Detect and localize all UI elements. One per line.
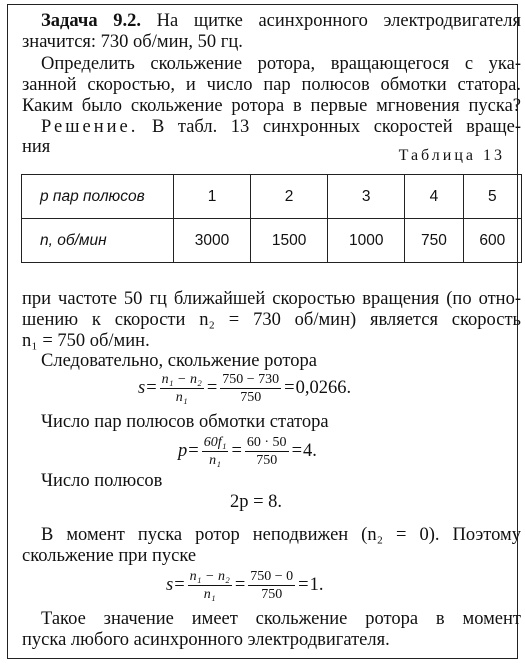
problem-line-1-text: На щитке асинхронного электродвигателя bbox=[156, 11, 521, 31]
solution-label: Решение. bbox=[41, 117, 139, 137]
fraction bbox=[220, 371, 281, 406]
start-line-1: В момент пуска ротор неподвижен (n₂ = 0). Поэтому bbox=[41, 525, 521, 545]
solution-line-1-text: В табл. 13 синхронных скоростей враще- bbox=[151, 117, 521, 137]
problem-line-2: значится: 730 об/мин, 50 гц. bbox=[22, 32, 243, 52]
table-cell: 750 bbox=[405, 219, 463, 263]
table-cell: 1000 bbox=[328, 219, 405, 263]
after-table-line-4: Следовательно, скольжение ротора bbox=[41, 351, 317, 371]
fraction bbox=[188, 568, 232, 603]
fraction bbox=[160, 371, 204, 406]
formula-start-slip: s = $\frac{\text{n₁ − n₂}}{\text{n₁}}$ = $\frac{750 - 0}{750}$ = 1. bbox=[166, 569, 324, 602]
problem-line-1 bbox=[41, 11, 521, 32]
fraction-denominator: n₁ bbox=[203, 587, 216, 602]
text-pairs: Число пар полюсов обмотки статора bbox=[41, 412, 329, 432]
fraction-numerator: 60f₁ bbox=[203, 435, 227, 450]
formula-start-slip-lhs: s bbox=[166, 575, 174, 595]
formula-pole-pairs-lhs: p bbox=[178, 441, 188, 461]
fraction bbox=[245, 434, 289, 469]
table-cell: 600 bbox=[463, 219, 521, 263]
page-frame bbox=[7, 4, 521, 659]
fraction-denominator: n₁ bbox=[209, 453, 221, 468]
problem-line-5: Каким было скольжение ротора в первые мгновения пуска? bbox=[22, 96, 521, 116]
formula-slip: s = $\frac{\text{n₁ − n₂}}{\text{n₁}}$ = $\frac{750 - 730}{750}$ = 0,0266. bbox=[138, 372, 352, 405]
conclusion-line-2: пуска любого асинхронного электродвигателя. bbox=[22, 630, 390, 650]
start-line-2: скольжение при пуске bbox=[22, 546, 197, 566]
formula-pole-pairs-result: 4. bbox=[303, 441, 317, 461]
table-caption: Таблица 13 bbox=[398, 147, 505, 164]
formula-pole-pairs: p = $\frac{\text{60f₁}}{\text{n₁}}$ = $\frac{60 \cdot 50}{750}$ = 4. bbox=[178, 435, 317, 468]
table-cell: 4 bbox=[405, 175, 463, 219]
solution-line-2: ния bbox=[22, 137, 51, 157]
fraction-denominator: 750 bbox=[240, 390, 262, 405]
table-cell: 1 bbox=[174, 175, 251, 219]
fraction-numerator: 750 − 730 bbox=[222, 372, 280, 387]
after-table-line-3: n₁ = 750 об/мин. bbox=[22, 331, 150, 351]
problem-line-4: занной скоростью, и число пар полюсов обмотки статора. bbox=[22, 75, 521, 95]
after-table-line-1: при частоте 50 гц ближайшей скоростью вращения (по отно- bbox=[22, 289, 521, 309]
fraction-numerator: 60 · 50 bbox=[246, 435, 287, 450]
problem-label: Задача 9.2. bbox=[41, 11, 141, 31]
fraction bbox=[202, 434, 229, 469]
text-poles: Число полюсов bbox=[41, 471, 163, 491]
formula-start-slip-result: 1. bbox=[309, 575, 324, 595]
formula-slip-lhs: s bbox=[138, 378, 146, 398]
table-cell: 2 bbox=[251, 175, 328, 219]
fraction-denominator: 750 bbox=[261, 587, 283, 602]
table-row bbox=[22, 219, 522, 263]
table-cell: 1500 bbox=[251, 219, 328, 263]
fraction-numerator: 750 − 0 bbox=[250, 569, 294, 584]
synchronous-speed-table bbox=[21, 174, 522, 263]
fraction bbox=[248, 568, 295, 603]
after-table-line-2: шению к скорости n₂ = 730 об/мин) является скорость bbox=[22, 310, 521, 330]
fraction-numerator: n₁ − n₂ bbox=[189, 569, 230, 584]
solution-line-1 bbox=[41, 117, 521, 138]
fraction-denominator: n₁ bbox=[175, 390, 188, 405]
table-cell: 3000 bbox=[174, 219, 251, 263]
fraction-denominator: 750 bbox=[256, 453, 278, 468]
fraction-numerator: n₁ − n₂ bbox=[161, 372, 202, 387]
formula-slip-result: 0,0266. bbox=[295, 378, 352, 398]
table-row bbox=[22, 175, 522, 219]
problem-line-3: Определить скольжение ротора, вращающегося с ука- bbox=[41, 54, 521, 74]
formula-pole-count: 2p = 8. bbox=[230, 492, 283, 512]
table-cell: 5 bbox=[463, 175, 521, 219]
table-row-header: n, об/мин bbox=[22, 219, 174, 263]
table-row-header: p пар полюсов bbox=[22, 175, 174, 219]
conclusion-line-1: Такое значение имеет скольжение ротора в момент bbox=[41, 609, 521, 629]
table-cell: 3 bbox=[328, 175, 405, 219]
